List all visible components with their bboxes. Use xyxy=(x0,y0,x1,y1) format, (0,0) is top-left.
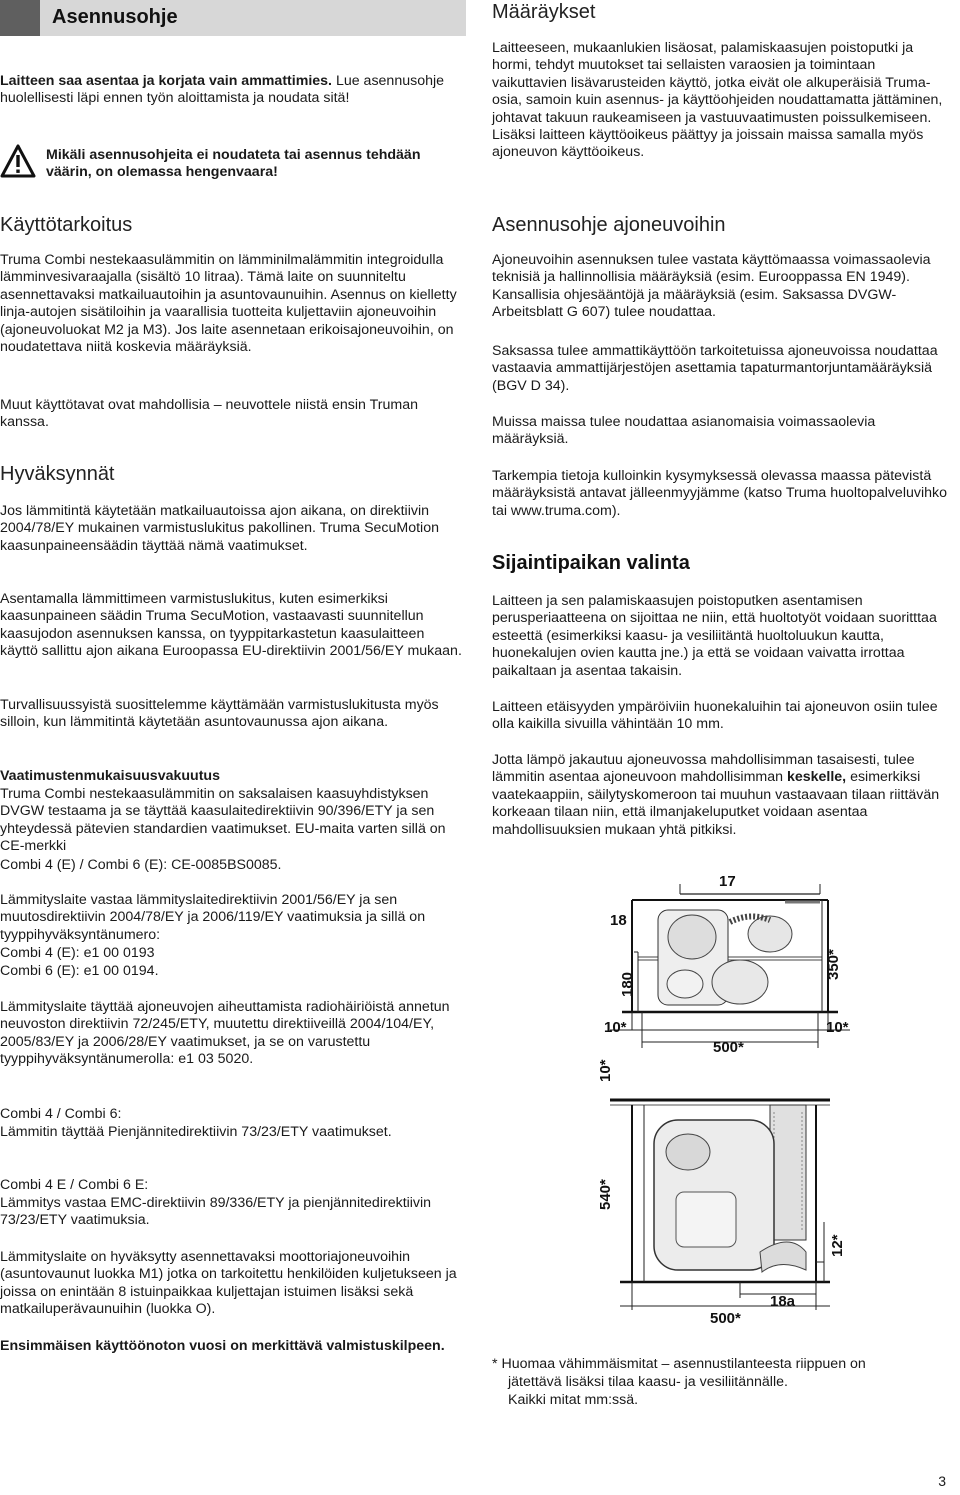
location-paragraph-2: Laitteen etäisyyden ympäröiviin huonekaluihin tai ajoneuvon osiin tulee olla kaikilla sivuilla vähintään 10 mm. xyxy=(492,699,938,733)
conformity-ce-number: Combi 4 (E) / Combi 6 (E): CE-0085BS0085. xyxy=(0,857,282,873)
vehicle-install-paragraph-2: Saksassa tulee ammattikäyttöön tarkoitetuissa ajoneuvoissa noudattaa vastaavia ammattijärjestöjen asettamia tapaturmantorjuntamääräyksiä (BGV D 34). xyxy=(492,343,938,394)
footnote-line-1: * Huomaa vähimmäismitat – asennustilanteesta riippuen on xyxy=(492,1356,866,1372)
combi46-text: Lämmitin täyttää Pienjännitedirektiivin 73/23/ETY vaatimukset. xyxy=(0,1124,392,1140)
usage-title: Käyttötarkoitus xyxy=(0,214,133,236)
front-view xyxy=(610,1100,830,1310)
footnote-line-3: Kaikki mitat mm:ssä. xyxy=(508,1392,639,1408)
page-number: 3 xyxy=(938,1473,946,1489)
dim-350: 350* xyxy=(825,949,842,980)
approvals-paragraph-2: Asentamalla lämmittimeen varmistuslukitus, kuten esimerkiksi kaasunpaineen säädin Truma SecuMotion, vastaavasti suunnitellun kaasujodon asennuksen kanssa, on tyyppitarkastetun kaasulaitteen käyttö sallittu ajon aikana Euroopassa EU-direktiivin 2001/56/EY mukaan. xyxy=(0,591,462,660)
dim-12: 12* xyxy=(829,1234,846,1257)
dim-500-top: 500* xyxy=(713,1039,744,1056)
approvals-paragraph-1: Jos lämmitintä käytetään matkailuautoissa ajon aikana, on direktiivin 2004/78/EY mukainen varmistuslukitus pakollinen. Truma SecuMotion kaasunpaineensäädin täyttää nämä vaatimukset. xyxy=(0,503,439,554)
vehicle-install-paragraph-3: Muissa maissa tulee noudattaa asianomaisia voimassaolevia määräyksiä. xyxy=(492,414,876,448)
installation-diagram xyxy=(580,862,860,1340)
dim-17: 17 xyxy=(719,873,736,890)
conformity-type-combi4: Combi 4 (E): e1 00 0193 xyxy=(0,945,155,961)
location-paragraph-1: Laitteen ja sen palamiskaasujen poistoputken asentamisen perusperiaatteena on sijoittaa ne niin, että huoltotyöt voidaan suoritttaa esteettä (esimerkiksi kaasu- ja vesiliitäntä huoltoluukun kautta, huonekalujen ovien kautta jne.) ja että se voidaan vaivatta irrottaa paikaltaan ja asentaa takaisin. xyxy=(492,593,937,679)
conformity-paragraph-2: Lämmityslaite vastaa lämmityslaitedirektiivin 2001/56/EY ja sen muutosdirektiivin 2004/78/EY ja 2006/119/EY vaatimuksia ja sillä on tyyppihyväksyntänumero: xyxy=(0,892,426,943)
section-header xyxy=(0,0,466,36)
header-marker xyxy=(0,0,40,36)
dim-18a: 18a xyxy=(770,1293,796,1310)
warning-icon xyxy=(0,144,36,178)
conformity-type-combi6: Combi 6 (E): e1 00 0194. xyxy=(0,963,159,979)
dim-10-right: 10* xyxy=(826,1019,849,1036)
location-title: Sijaintipaikan valinta xyxy=(492,552,690,574)
regulations-paragraph: Laitteeseen, mukaanlukien lisäosat, palamiskaasujen poistoputki ja hormi, tehdyt muutokset tai sellaisten varaosien ja toimintaan vaikuttavien lisävarusteiden käyttö, jotka eivät ole alkuperäisiä Truma-osia, samoin kuin asennus- ja käyttöohjeiden noudattamatta jättäminen, johtavat takuun raukeamiseen ja vastuuvaatimusten poissulkemiseen. Lisäksi laitteen käyttöoikeus päättyy ja joissain maissa samalla myös ajoneuvon käyttöoikeus. xyxy=(492,40,943,161)
conformity-paragraph-1: Truma Combi nestekaasulämmitin on saksalaisen kaasuyhdistyksen DVGW testaama ja se täyttää kaasulaitedirektiivin 90/396/ETY ja sen yhteydessä pätevien standardien vaatimukset. EU-maita varten sillä on CE-merkki xyxy=(0,786,446,855)
dim-540: 540* xyxy=(597,1179,614,1210)
combi46e-title: Combi 4 E / Combi 6 E: xyxy=(0,1177,149,1193)
footnote-line-2: jätettävä lisäksi tilaa kaasu- ja vesiliitännälle. xyxy=(508,1374,788,1390)
conformity-title: Vaatimustenmukaisuusvakuutus xyxy=(0,768,220,784)
combi46-title: Combi 4 / Combi 6: xyxy=(0,1106,122,1122)
location-paragraph-3: Jotta lämpö jakautuu ajoneuvossa mahdollisimman tasaisesti, tulee lämmitin asentaa ajoneuvoon mahdollisimman keskelle, esimerkiksi vaatekaappiin, säilytyskomeroon tai muuhun vastaavaan tilaan riittävän korkeaan tilaan niin, että ilmanjakeluputket voidaan asentaa mahdollisuuksien mukaan yhtä pitkiksi. xyxy=(492,752,940,838)
dim-10-left: 10* xyxy=(604,1019,627,1036)
dim-10-vertical: 10* xyxy=(597,1059,614,1082)
usage-paragraph-2: Muut käyttötavat ovat mahdollisia – neuvottele niistä ensin Truman kanssa. xyxy=(0,397,418,431)
intro-paragraph: Laitteen saa asentaa ja korjata vain ammattimies. Lue asennusohje huolellisesti läpi ennen työn aloittamista ja noudata sitä! xyxy=(0,73,445,107)
header-title: Asennusohje xyxy=(52,6,178,28)
warning-text: Mikäli asennusohjeita ei noudateta tai asennus tehdään väärin, on olemassa hengenvaara! xyxy=(46,147,421,181)
top-view xyxy=(610,884,850,1048)
dim-500-bottom: 500* xyxy=(710,1310,741,1327)
first-year-note: Ensimmäisen käyttöönoton vuosi on merkittävä valmistuskilpeen. xyxy=(0,1338,445,1354)
regulations-title: Määräykset xyxy=(492,1,596,23)
vehicle-install-title: Asennusohje ajoneuvoihin xyxy=(492,214,726,236)
approvals-title: Hyväksynnät xyxy=(0,463,115,485)
usage-paragraph-1: Truma Combi nestekaasulämmitin on lämminilmalämmitin integroidulla lämminvesivaraajalla (sisältö 10 litraa). Tämä laite on suunniteltu asennettavaksi matkailuautoihin ja asuntovaunuihin. Asennus on kielletty linja-autojen sisätiloihin ja vaarallisia tuotteita kuljettaviin ajoneuvoihin (ajoneuvoluokat M2 ja M3). Jos laite asennetaan erikoisajoneuvoihin, on noudatettava niitä koskevia määräyksiä. xyxy=(0,252,457,356)
vehicle-install-paragraph-4: Tarkempia tietoja kulloinkin kysymyksessä olevassa maassa pätevistä määräyksistä antavat jälleenmyyjämme (katso Truma huoltopalveluvihko tai www.truma.com). xyxy=(492,468,947,519)
approved-paragraph: Lämmityslaite on hyväksytty asennettavaksi moottoriajoneuvoihin (asuntovaunut luokka M1) jotka on tarkoitettu henkilöiden kuljetukseen ja joissa on enintään 8 istuinpaikkaa kuljettajan istuimen lisäksi sekä matkailuperävaunuihin (luokka O). xyxy=(0,1249,457,1318)
vehicle-install-paragraph-1: Ajoneuvoihin asennuksen tulee vastata käyttömaassa voimassaolevia teknisiä ja hallinnollisia määräyksiä (esim. Eurooppassa EN 1949). Kansallisia ohjesääntöjä ja määräyksiä (esim. Saksassa DVGW-Arbeitsblatt G 607) tulee noudattaa. xyxy=(492,252,931,321)
dim-180: 180 xyxy=(619,971,636,997)
dim-18: 18 xyxy=(610,912,627,929)
conformity-paragraph-3: Lämmityslaite täyttää ajoneuvojen aiheuttamista radiohäiriöistä annetun neuvoston direktiivin 72/245/ETY, muutettu direktiiveillä 2004/104/EY, 2005/83/EY ja 2006/28/EY vaatimukset, ja se on varustettu tyyppihyväksyntänumerolla: e1 03 5020. xyxy=(0,999,450,1068)
combi46e-text: Lämmitys vastaa EMC-direktiivin 89/336/ETY ja pienjännitedirektiivin 73/23/ETY vaatimuksia. xyxy=(0,1195,432,1229)
approvals-paragraph-3: Turvallisuussyistä suosittelemme käyttämään varmistuslukitusta myös silloin, kun lämmitintä käytetään asuntovaunussa ajon aikana. xyxy=(0,697,439,731)
